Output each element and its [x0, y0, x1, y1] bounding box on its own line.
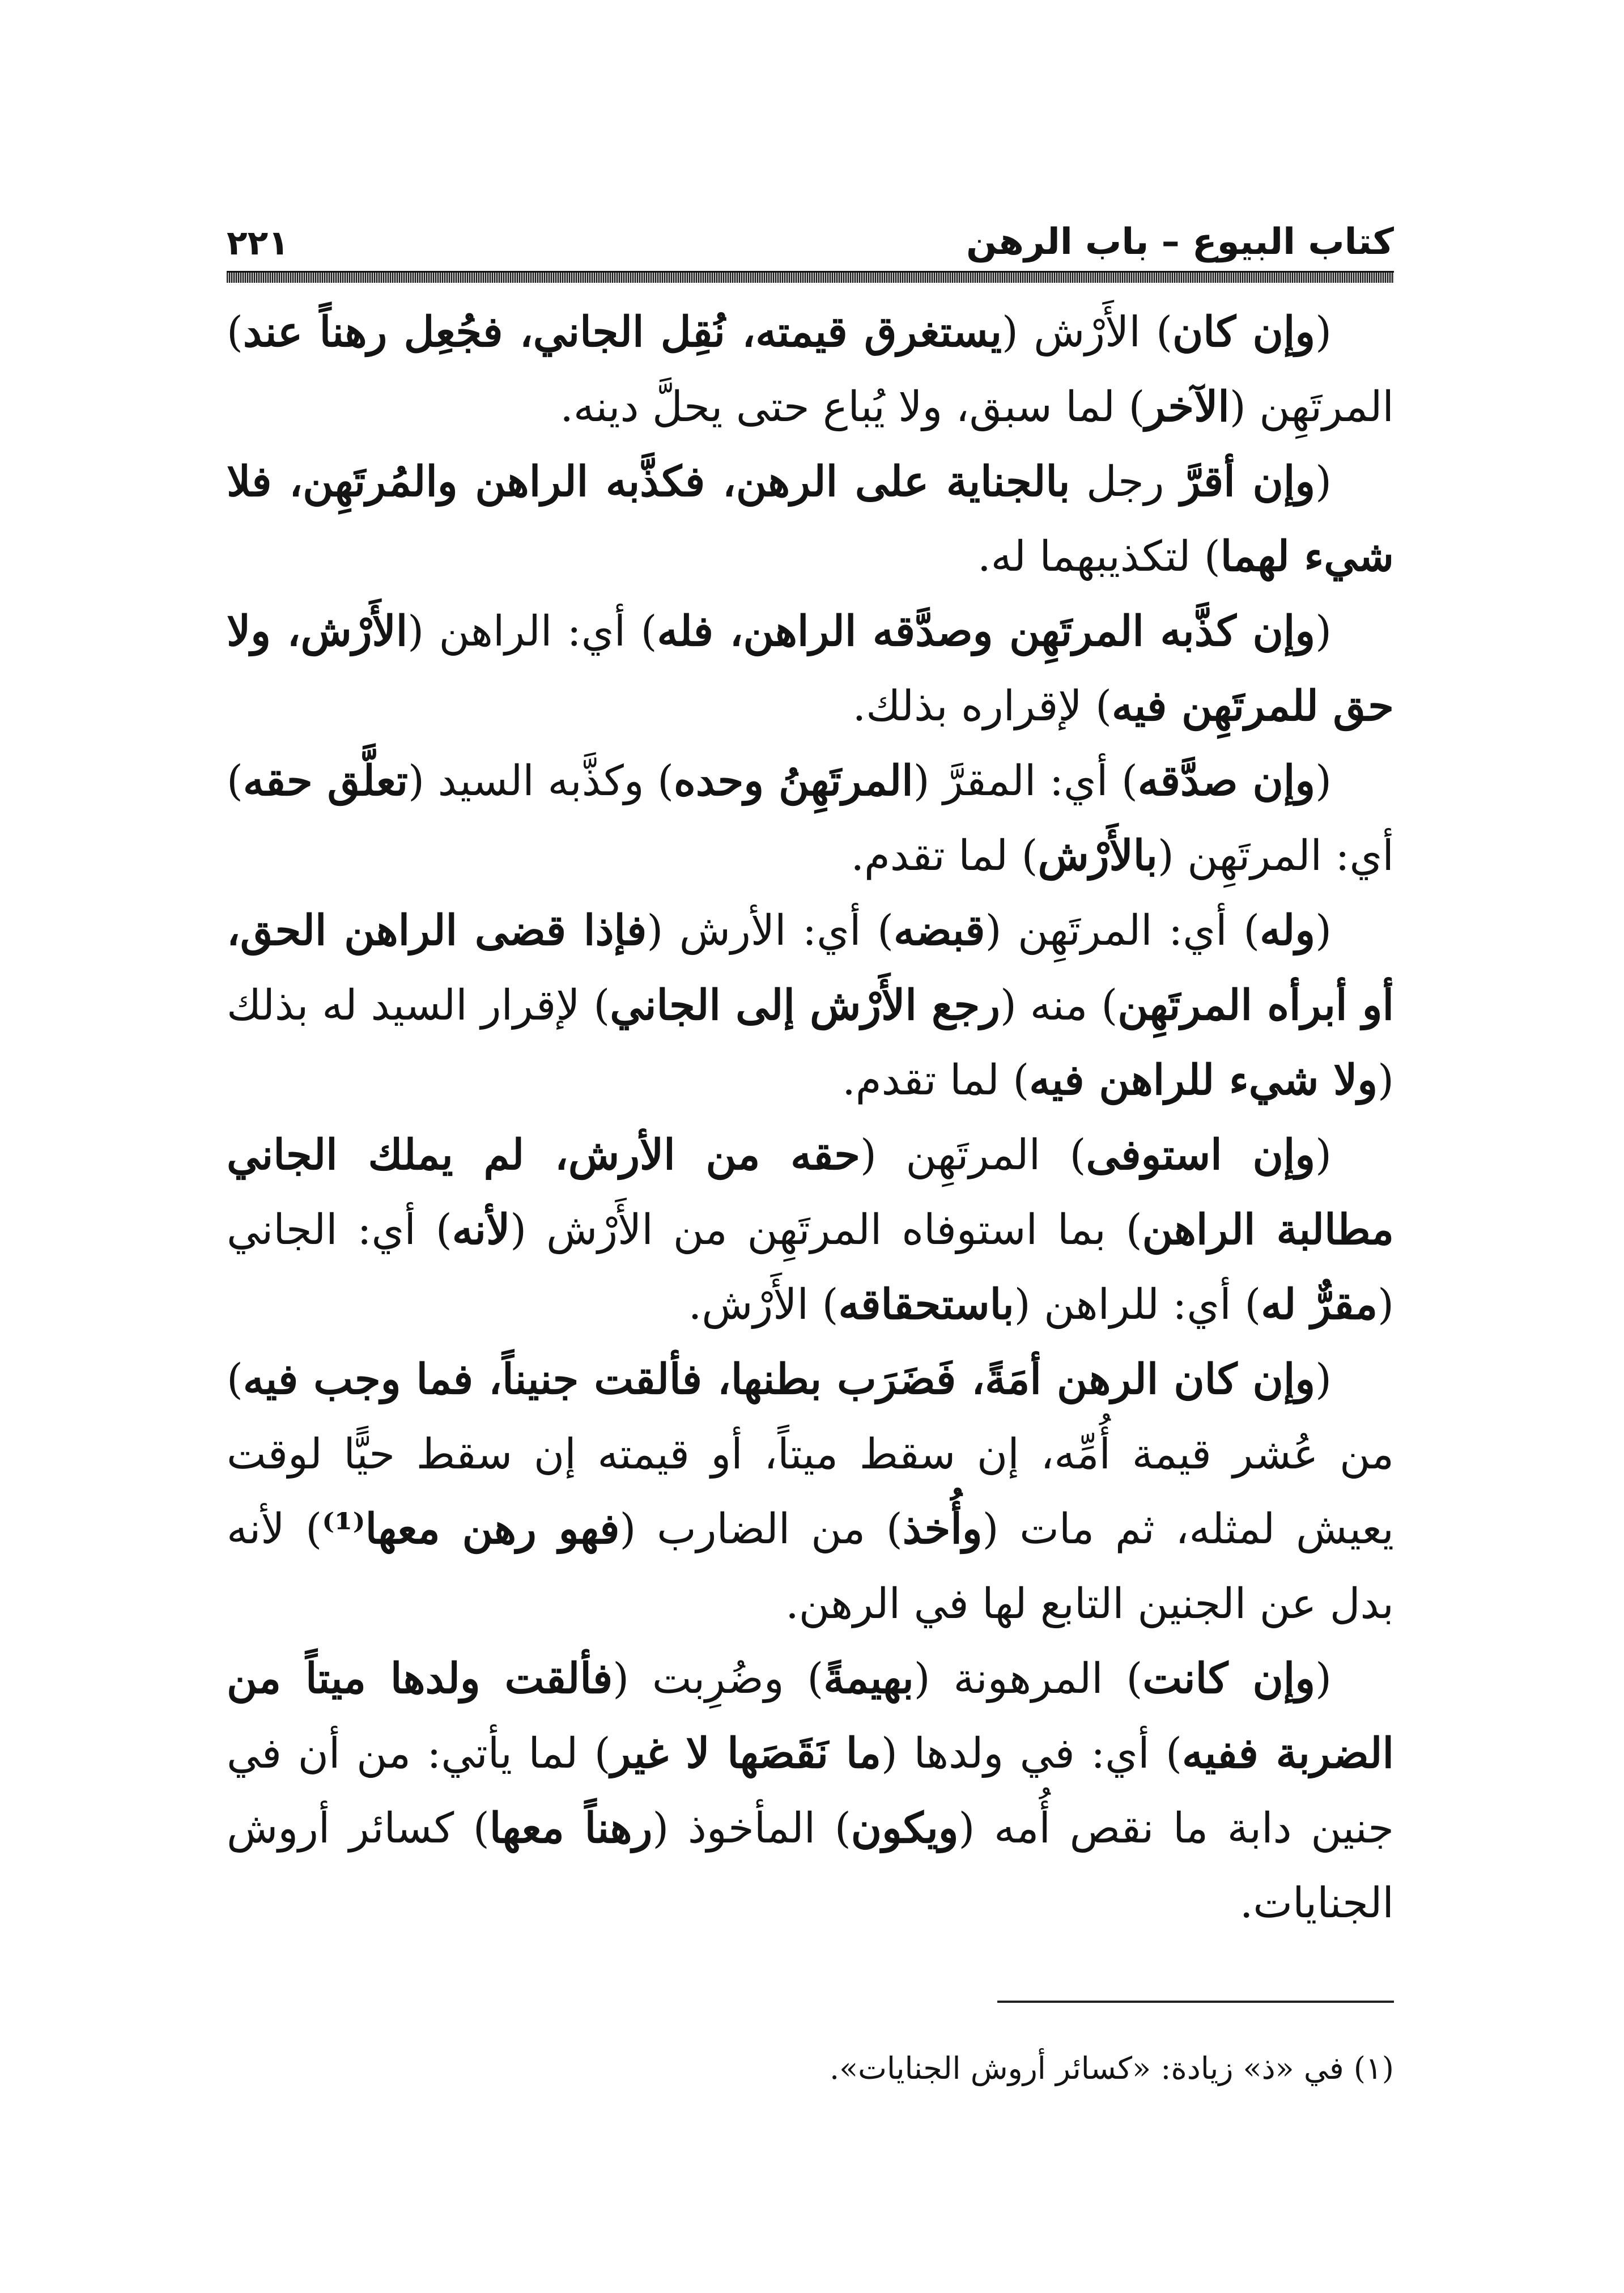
matn-text: وأُخذ	[902, 1505, 983, 1553]
paragraph	[227, 1118, 1394, 1342]
commentary-text: ) الأَرْش (	[1002, 308, 1172, 356]
commentary-text: ) أي: المرتَهِن (	[227, 757, 1394, 880]
commentary-text: ) لما سبق، ولا يُباع حتى يحلَّ دينه.	[560, 383, 1145, 431]
matn-text: رهناً معها	[489, 1804, 653, 1853]
commentary-text: ) المرهونة (	[913, 1654, 1143, 1703]
matn-text: ويكون	[851, 1804, 959, 1853]
paragraph	[227, 1641, 1394, 1940]
matn-text: الآخر	[1145, 383, 1230, 431]
matn-text: وإن استوفى	[1086, 1131, 1316, 1179]
commentary-text: ) من الضارب (	[619, 1505, 903, 1553]
matn-text: تعلَّق حقه	[243, 757, 409, 805]
matn-text: فإذا قضى الراهن الحق، أو أبرأه المرتَهِن	[227, 906, 1395, 1030]
commentary-text: ) بما استوفاه المرتَهِن من الأَرْش (	[510, 1205, 1142, 1254]
matn-text: بالأَرْش	[1038, 831, 1158, 880]
commentary-text: ) المأخوذ (	[652, 1804, 851, 1853]
commentary-text: ) لإقرار السيد له بذلك (	[227, 981, 1394, 1105]
main-text	[227, 295, 1394, 1940]
matn-text: وإن أقرَّ	[1180, 457, 1316, 506]
commentary-text: ) أي: للراهن (	[1014, 1280, 1261, 1329]
matn-text: يستغرق قيمته، نُقِل الجاني، فجُعِل رهناً عند	[243, 308, 1002, 356]
running-title: كتاب البيوع – باب الرهن	[966, 221, 1394, 263]
commentary-text: (	[1315, 906, 1332, 955]
commentary-text: ) لما تقدم.	[851, 831, 1038, 880]
commentary-text: ) أي: الراهن (	[407, 607, 657, 656]
matn-text: قبضه	[894, 906, 985, 955]
commentary-text: (	[1315, 1654, 1332, 1703]
commentary-text: ) كسائر أروش الجنايات.	[227, 1804, 1394, 1927]
commentary-text: ) لأنه بدل عن الجنين التابع لها في الرهن.	[227, 1505, 1394, 1628]
commentary-text: (	[1315, 607, 1332, 656]
matn-text: وإن صدَّقه	[1137, 757, 1316, 805]
page-header	[227, 210, 1394, 272]
matn-text: فألقت ولدها ميتاً من الضربة ففيه	[227, 1654, 1394, 1778]
matn-text: وله	[1260, 906, 1316, 955]
commentary-text: ) وكذَّبه السيد (	[408, 757, 674, 805]
commentary-text: ) أي: الجاني (	[227, 1205, 1394, 1329]
paragraph	[227, 744, 1394, 893]
commentary-text: ) المرتَهِن (	[227, 308, 1394, 431]
commentary-text: ) وضُرِبت (	[613, 1654, 824, 1703]
commentary-text: ) لما تقدم.	[842, 1056, 1030, 1105]
paragraph	[227, 1342, 1394, 1641]
matn-text: مقرٌّ له	[1261, 1280, 1378, 1329]
header-rule	[227, 271, 1394, 283]
commentary-text: ) لإقراره بذلك.	[852, 682, 1112, 731]
matn-text: رجع الأَرْش إلى الجاني	[610, 981, 1000, 1030]
paragraph	[227, 594, 1394, 744]
commentary-text: ) لما يأتي: من أن في جنين دابة ما نقص أُمه (	[227, 1729, 1394, 1853]
matn-text: الأَرْش، ولا حق للمرتَهِن فيه	[227, 607, 1394, 731]
matn-text: لأنه	[452, 1205, 511, 1254]
commentary-text: رجل	[1070, 457, 1180, 506]
commentary-text: ) أي: في ولدها (	[881, 1729, 1183, 1778]
paragraph	[227, 893, 1394, 1118]
matn-text: المرتَهِنُ وحده	[674, 757, 913, 805]
commentary-text: ) أي: الأرش (	[647, 906, 894, 955]
matn-text: بهيمةً	[823, 1654, 914, 1703]
commentary-text: (	[1315, 757, 1332, 805]
commentary-text: ) من عُشر قيمة أُمِّه، إن سقط ميتاً، أو قيمته إن سقط حيًّا لوقت يعيش لمثله، ثم مات (	[227, 1355, 1394, 1553]
matn-text: ما نَقَصَها لا غير	[610, 1729, 882, 1778]
footnote: (١) في «ذ» زيادة: «كسائر أروش الجنايات».	[829, 2050, 1394, 2086]
matn-text: باستحقاقه	[838, 1280, 1014, 1329]
commentary-text: ) أي: المرتَهِن (	[985, 906, 1260, 955]
matn-text: بالجناية على الرهن، فكذَّبه الراهن والمُرتَهِن، فلا شيء لهما	[227, 457, 1394, 581]
commentary-text: (	[1315, 1355, 1332, 1404]
matn-text: وإن كان	[1172, 308, 1316, 356]
matn-text: وإن كذَّبه المرتَهِن وصدَّقه الراهن، فله	[657, 607, 1316, 656]
commentary-text: ) منه (	[1000, 981, 1118, 1030]
commentary-text: ) الأَرْش.	[688, 1280, 839, 1329]
matn-text: ولا شيء للراهن فيه	[1029, 1056, 1378, 1105]
commentary-text: (	[1315, 1131, 1332, 1179]
commentary-text: (	[1315, 308, 1332, 356]
paragraph	[227, 295, 1394, 444]
matn-text: فهو رهن معها⁽¹⁾	[322, 1505, 620, 1553]
matn-text: حقه من الأرش، لم يملك الجاني مطالبة الراهن	[227, 1131, 1394, 1254]
page-number: ٢٢١	[227, 223, 289, 263]
paragraph	[227, 444, 1394, 594]
commentary-text: ) أي: المقرَّ (	[913, 757, 1138, 805]
commentary-text: ) المرتَهِن (	[860, 1131, 1086, 1179]
commentary-text: (	[1315, 457, 1332, 506]
commentary-text: ) لتكذيبهما له.	[977, 532, 1221, 581]
matn-text: وإن كانت	[1142, 1654, 1316, 1703]
footnote-divider	[997, 2001, 1394, 2003]
matn-text: وإن كان الرهن أمَةً، فَضَرَب بطنها، فألقت جنيناً، فما وجب فيه	[243, 1355, 1316, 1404]
